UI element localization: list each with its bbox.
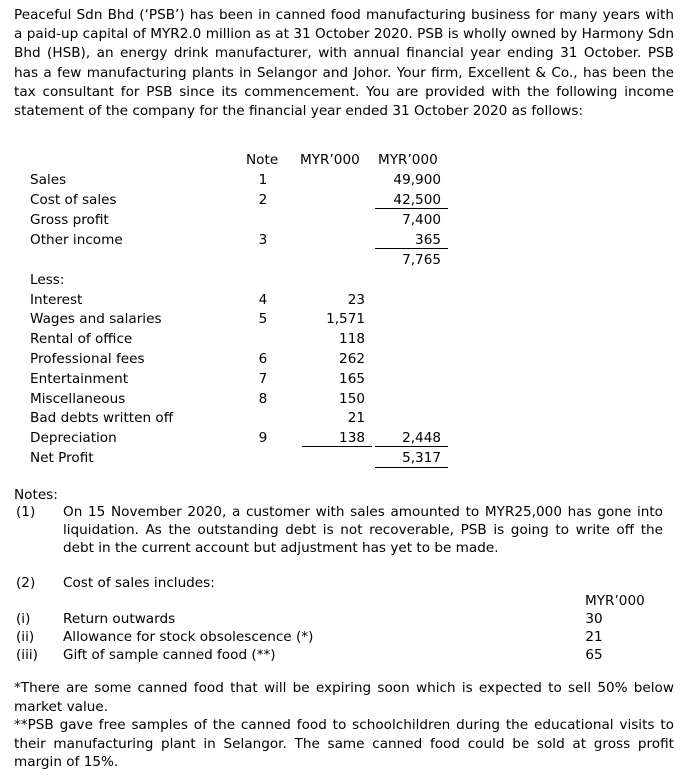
item-number: (i) [16, 611, 31, 627]
note2-text: Cost of sales includes: [63, 575, 215, 591]
header-note: Note [246, 152, 279, 168]
row-col1: 150 [339, 391, 365, 407]
row-col1: 138 [339, 430, 365, 446]
row-label: Professional fees [30, 351, 145, 367]
row-col2: 2,448 [402, 430, 441, 446]
row-col2: 49,900 [393, 172, 441, 188]
row-col2: 365 [415, 232, 441, 248]
statement-row [30, 448, 630, 468]
underline [375, 467, 448, 468]
row-note: 5 [258, 311, 268, 327]
row-label: Entertainment [30, 371, 129, 387]
statement-row [30, 369, 630, 389]
row-label: Sales [30, 172, 67, 188]
row-note: 3 [258, 232, 268, 248]
note2-currency: MYR’000 [585, 593, 645, 609]
statement-row [30, 408, 630, 428]
item-number: (iii) [16, 647, 38, 663]
note2-number: (2) [16, 575, 36, 591]
row-note: 7 [258, 371, 268, 387]
row-note: 6 [258, 351, 268, 367]
statement-row [30, 309, 630, 329]
row-col1: 23 [347, 292, 365, 308]
statement-row [30, 389, 630, 409]
footnote-obsolescence: *There are some canned food that will be expiring soon which is expected to sell 50% below market value. [14, 680, 674, 715]
statement-row [30, 290, 630, 310]
notes-title: Notes: [14, 487, 58, 503]
header-col1: MYR’000 [300, 152, 360, 168]
item-label: Return outwards [63, 611, 176, 627]
underline [302, 446, 372, 447]
row-col2: 7,765 [402, 252, 441, 268]
row-label: Net Profit [30, 450, 94, 466]
row-label: Miscellaneous [30, 391, 126, 407]
row-col1: 1,571 [326, 311, 365, 327]
statement-row [30, 230, 630, 250]
note1-text: On 15 November 2020, a customer with sales amounted to MYR25,000 has gone into liquidation. As the outstanding debt is not recoverable, PSB is going to write off the debt in the current account but adjustment has yet to be made. [63, 504, 663, 556]
item-label: Allowance for stock obsolescence (*) [63, 629, 314, 645]
intro-paragraph: Peaceful Sdn Bhd (‘PSB’) has been in canned food manufacturing business for many years with a paid-up capital of MYR2.0 million as at 31 October 2020. PSB is wholly owned by Harmony Sdn Bhd (HSB), an energy drink manufacturer, with annual financial year ending 31 October. PSB has a few manufacturing plants in Selangor and Johor. Your firm, Excellent & Co., has been the tax consultant for PSB since its commencement. You are provided with the following income statement of the company for the financial year ended 31 October 2020 as follows: [14, 7, 674, 120]
less-label: Less: [30, 272, 65, 288]
header-col2: MYR’000 [378, 152, 438, 168]
row-label: Cost of sales [30, 192, 117, 208]
row-note: 8 [258, 391, 268, 407]
underline [375, 208, 448, 209]
row-label: Other income [30, 232, 123, 248]
underline [375, 446, 448, 447]
row-note: 4 [258, 292, 268, 308]
row-col2: 5,317 [402, 450, 441, 466]
row-col1: 165 [339, 371, 365, 387]
note1-number: (1) [16, 504, 36, 520]
row-label: Bad debts written off [30, 410, 174, 426]
row-label: Wages and salaries [30, 311, 162, 327]
row-note: 1 [258, 172, 268, 188]
row-note: 9 [258, 430, 268, 446]
item-value: 65 [585, 647, 603, 663]
less-row [30, 270, 630, 290]
statement-row [30, 190, 630, 210]
footnote-samples: **PSB gave free samples of the canned food to schoolchildren during the educational visits to their manufacturing plant in Selangor. The same canned food could be sold at gross profit margin of 15%. [14, 717, 674, 770]
statement-row [30, 349, 630, 369]
item-number: (ii) [16, 629, 35, 645]
underline [375, 248, 448, 249]
row-col1: 21 [347, 410, 365, 426]
row-label: Depreciation [30, 430, 117, 446]
row-col2: 42,500 [393, 192, 441, 208]
row-label: Gross profit [30, 212, 109, 228]
row-label: Interest [30, 292, 83, 308]
statement-row [30, 250, 630, 270]
statement-row [30, 210, 630, 230]
row-col1: 262 [339, 351, 365, 367]
item-value: 21 [585, 629, 603, 645]
row-col2: 7,400 [402, 212, 441, 228]
statement-row [30, 170, 630, 190]
statement-row [30, 329, 630, 349]
statement-row [30, 428, 630, 448]
item-value: 30 [585, 611, 603, 627]
row-col1: 118 [339, 331, 365, 347]
row-note: 2 [258, 192, 268, 208]
row-label: Rental of office [30, 331, 133, 347]
item-label: Gift of sample canned food (**) [63, 647, 276, 663]
